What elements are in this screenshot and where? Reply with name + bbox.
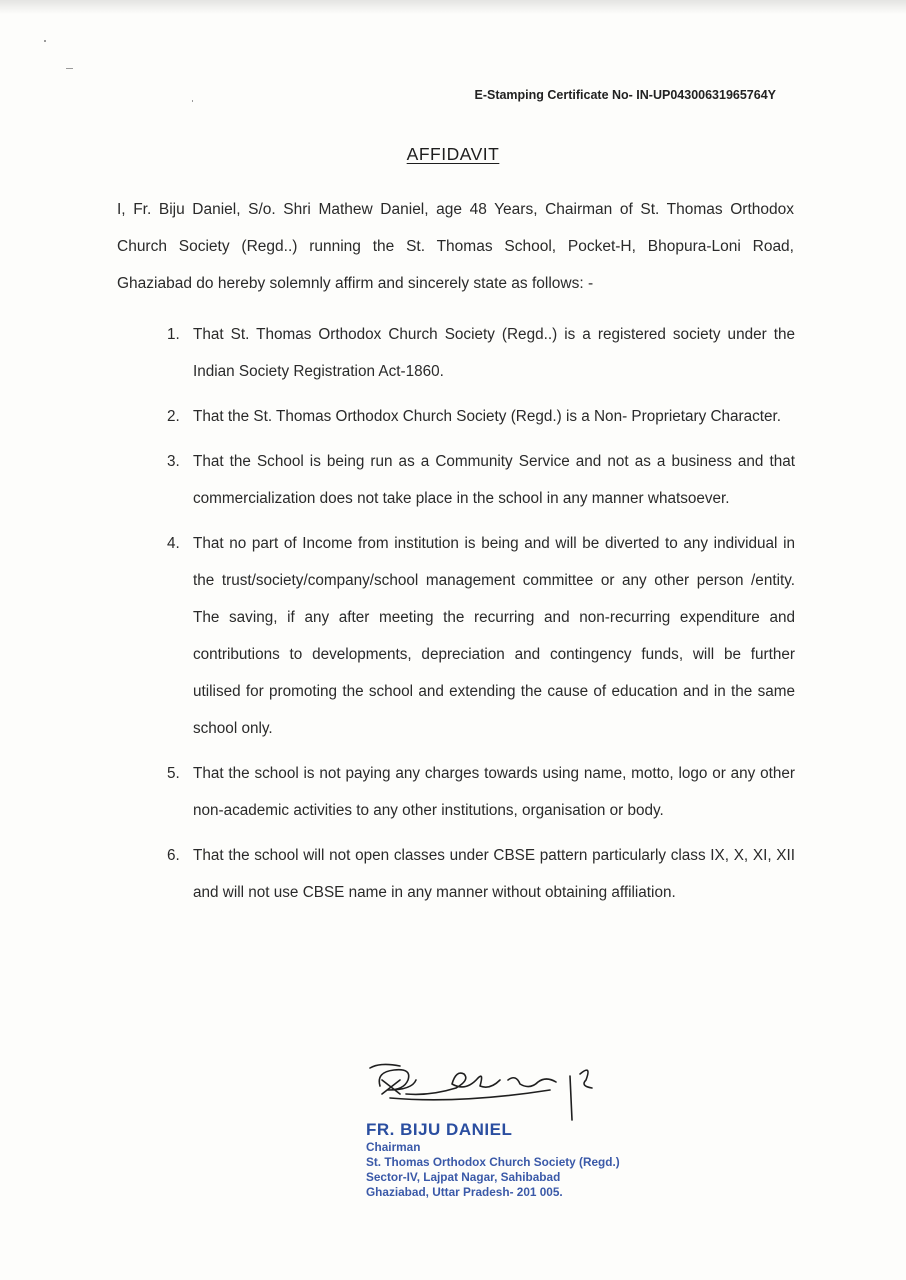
list-item-text: That the school is not paying any charges towards using name, motto, logo or any other non-academic activities to any other institutions, organisation or body. bbox=[193, 765, 795, 819]
list-item-number: 6. bbox=[167, 847, 180, 864]
list-item-number: 2. bbox=[167, 408, 180, 425]
list-item-number: 5. bbox=[167, 765, 180, 782]
list-item bbox=[167, 443, 795, 517]
scan-speck bbox=[44, 40, 46, 42]
list-item-text: That St. Thomas Orthodox Church Society (Regd..) is a registered society under the Indian Society Registration Act-1860. bbox=[193, 326, 795, 380]
list-item bbox=[167, 755, 795, 829]
list-item bbox=[167, 398, 795, 435]
list-item-text: That the School is being run as a Community Service and not as a business and that commercialization does not take place in the school in any manner whatsoever. bbox=[193, 453, 795, 507]
list-item-text: That no part of Income from institution is being and will be diverted to any individual in the trust/society/company/school management committee or any other person /entity. The saving, if any after meeting the recurring and non-recurring expenditure and contributions to developments, depreciation and contingency funds, will be further utilised for promoting the school and extending the cause of education and in the same school only. bbox=[193, 535, 795, 737]
list-item bbox=[167, 316, 795, 390]
handwritten-signature bbox=[360, 1050, 600, 1130]
scan-top-shadow bbox=[0, 0, 906, 14]
list-item bbox=[167, 837, 795, 911]
list-item-number: 3. bbox=[167, 453, 180, 470]
list-item-text: That the school will not open classes under CBSE pattern particularly class IX, X, XI, XII and will not use CBSE name in any manner without obtaining affiliation. bbox=[193, 847, 795, 901]
certificate-number: E-Stamping Certificate No- IN-UP04300631965764Y bbox=[474, 88, 776, 102]
signature-stamp-block bbox=[366, 1120, 620, 1200]
list-item-text: That the St. Thomas Orthodox Church Society (Regd.) is a Non- Proprietary Character. bbox=[193, 408, 782, 425]
document-title bbox=[0, 144, 906, 165]
signatory-name: FR. BIJU DANIEL bbox=[366, 1120, 513, 1139]
signatory-role: Chairman bbox=[366, 1140, 421, 1154]
signatory-address-line-1: Sector-IV, Lajpat Nagar, Sahibabad bbox=[366, 1170, 561, 1184]
list-item-number: 1. bbox=[167, 326, 180, 343]
signatory-address-line-2: Ghaziabad, Uttar Pradesh- 201 005. bbox=[366, 1185, 563, 1199]
intro-paragraph: I, Fr. Biju Daniel, S/o. Shri Mathew Daniel, age 48 Years, Chairman of St. Thomas Orthodox Church Society (Regd..) running the St. Thomas School, Pocket-H, Bhopura-Loni Road, Ghaziabad do hereby solemnly affirm and sincerely state as follows: - bbox=[117, 201, 794, 292]
document-title-text: AFFIDAVIT bbox=[406, 144, 500, 164]
signatory-organization: St. Thomas Orthodox Church Society (Regd.) bbox=[366, 1155, 620, 1169]
scan-speck bbox=[192, 100, 193, 102]
list-item-number: 4. bbox=[167, 535, 180, 552]
list-item bbox=[167, 525, 795, 747]
affirmation-list bbox=[167, 316, 795, 919]
scan-speck bbox=[66, 68, 73, 69]
